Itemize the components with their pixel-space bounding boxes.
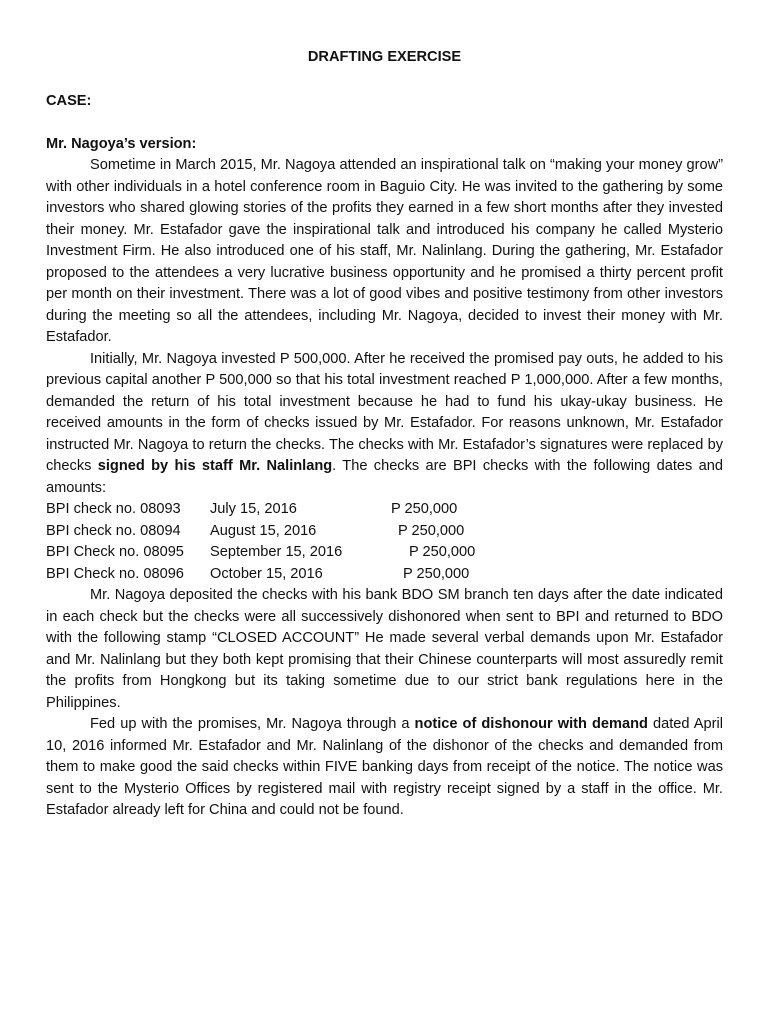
- check-row: [46, 521, 723, 543]
- check-amount: P 250,000: [403, 565, 470, 582]
- version-heading: Mr. Nagoya’s version:: [46, 135, 197, 152]
- check-list: [46, 499, 723, 585]
- paragraph-4-bold: notice of dishonour with demand: [414, 716, 648, 732]
- check-number: BPI check no. 08094: [46, 522, 181, 539]
- check-row: [46, 564, 723, 586]
- check-amount: P 250,000: [391, 501, 458, 517]
- paragraph-2-tail: . The checks are BPI checks with the following dates and amounts:: [46, 458, 723, 496]
- check-date: October 15, 2016: [210, 565, 323, 582]
- document-page: [46, 47, 723, 822]
- check-number: BPI check no. 08093: [46, 501, 181, 517]
- spacer: [46, 112, 723, 134]
- paragraph-2-text: Initially, Mr. Nagoya invested P 500,000. After he received the promised pay outs, he added to his previous capital another P 500,000 so that his total investment reached P 1,000,000. After a few months, demanded the return of his total investment because he had to fund his ukay-ukay business. He received amounts in the form of checks issued by Mr. Estafador. For reasons unknown, Mr. Estafador instructed Mr. Nagoya to return the checks. The checks with Mr. Estafador’s signatures were replaced by checks: [46, 350, 723, 474]
- paragraph-4-text: Fed up with the promises, Mr. Nagoya through a: [90, 716, 415, 732]
- check-amount: P 250,000: [409, 544, 476, 560]
- paragraph-2-bold: signed by his staff Mr. Nalinlang: [97, 458, 333, 474]
- paragraph-4: [46, 714, 723, 822]
- paragraph-1: Sometime in March 2015, Mr. Nagoya attended an inspirational talk on “making your money grow” with other individuals in a hotel conference room in Baguio City. He was invited to the gathering by some investors who shared glowing stories of the profits they earned in a few short months after they invested their money. Mr. Estafador gave the inspirational talk and introduced his company he called Mysterio Investment Firm. He also introduced one of his staff, Mr. Nalinlang. During the gathering, Mr. Estafador proposed to the attendees a very lucrative business opportunity and he promised a thirty percent profit per month on their investment. There was a lot of good vibes and positive testimony from other investors during the meeting so all the attendees, including Mr. Nagoya, decided to invest their money with Mr. Estafador.: [46, 157, 723, 345]
- check-row: [46, 542, 723, 564]
- paragraph-3: Mr. Nagoya deposited the checks with his bank BDO SM branch ten days after the date indicated in each check but the checks were all successively dishonored when sent to BPI and returned to BDO with the following stamp “CLOSED ACCOUNT” He made several verbal demands upon Mr. Estafador and Mr. Nalinlang but they both kept promising that their Chinese counterparts will most assuredly remit the profits from Hongkong but its taking sometime due to our strict bank regulations here in the Philippines.: [46, 587, 723, 711]
- spacer: [46, 69, 723, 91]
- check-date: July 15, 2016: [210, 501, 297, 517]
- check-date: September 15, 2016: [210, 544, 343, 560]
- check-number: BPI Check no. 08095: [46, 544, 184, 560]
- document-title: DRAFTING EXERCISE: [307, 49, 462, 65]
- paragraph-2: [46, 349, 723, 500]
- case-label: CASE:: [46, 92, 92, 109]
- check-number: BPI Check no. 08096: [46, 565, 184, 582]
- paragraph-4-tail: dated April 10, 2016 informed Mr. Estafador and Mr. Nalinlang of the dishonor of the checks and demanded from them to make good the said checks within FIVE banking days from receipt of the notice. The notice was sent to the Mysterio Offices by registered mail with registry receipt signed by a staff in the office. Mr. Estafador already left for China and could not be found.: [46, 716, 723, 818]
- check-amount: P 250,000: [398, 522, 465, 539]
- check-date: August 15, 2016: [210, 522, 317, 539]
- check-row: [46, 499, 723, 521]
